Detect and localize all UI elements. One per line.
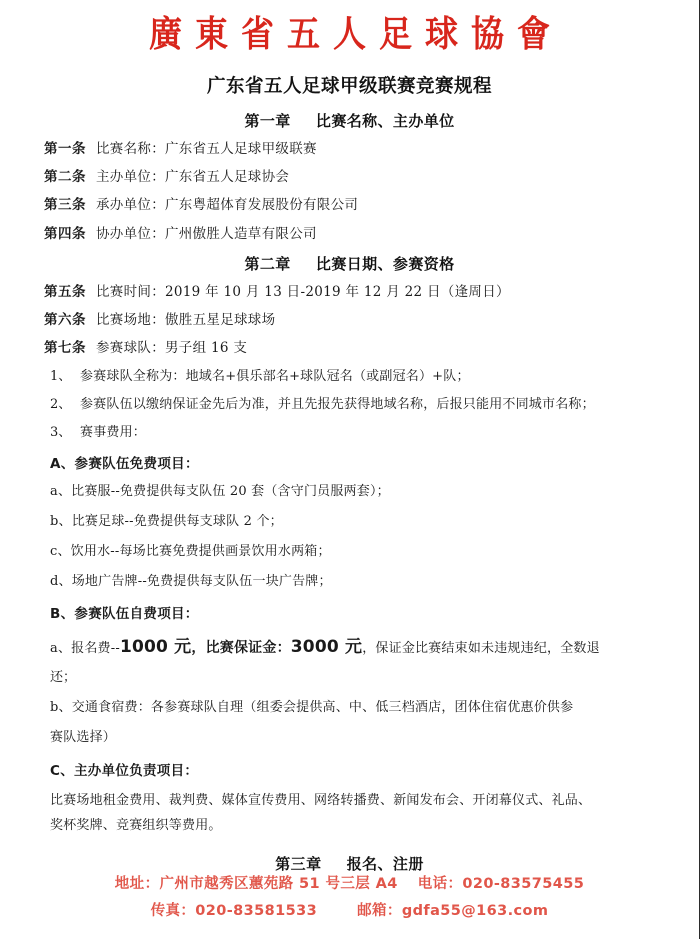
section-b-heading: B、参赛队伍自费项目： bbox=[50, 606, 199, 623]
article-item bbox=[44, 339, 655, 357]
article-item bbox=[44, 168, 655, 186]
article-item bbox=[44, 311, 655, 329]
section-a-item: a、比赛服--免费提供每支队伍 20 套（含守门员服两套）； bbox=[50, 484, 390, 500]
numbered-item bbox=[44, 396, 655, 414]
article-item bbox=[44, 140, 655, 158]
article-marker: 第二条 bbox=[44, 169, 86, 186]
article-body: 协办单位：广州傲胜人造草有限公司 bbox=[96, 225, 317, 242]
article-body: 主办单位：广东省五人足球协会 bbox=[96, 169, 290, 186]
email-label: 邮箱： bbox=[357, 903, 402, 920]
fee-suffix: ，保证金比赛结束如未违规违纪，全数退 bbox=[362, 641, 600, 657]
section-c-line: 奖杯奖牌、竞赛组织等费用。 bbox=[50, 818, 222, 834]
chapter-two-heading bbox=[44, 253, 655, 274]
phone-value: 020-83575455 bbox=[462, 876, 585, 893]
article-item bbox=[44, 225, 655, 243]
document-body bbox=[0, 60, 699, 874]
footer-line-address-phone bbox=[0, 871, 699, 898]
numbered-item bbox=[44, 368, 655, 386]
section-a-item: c、饮用水--每场比赛免费提供画景饮用水两箱； bbox=[50, 543, 331, 559]
chapter-two-number: 第二章 bbox=[244, 254, 291, 273]
chapter-one-name: 比赛名称、主办单位 bbox=[315, 112, 455, 130]
address-value: 广州市越秀区蕙苑路 51 号三层 A4 bbox=[159, 876, 398, 893]
letterhead bbox=[0, 0, 699, 60]
chapter-three-name: 报名、注册 bbox=[346, 854, 424, 873]
article-item bbox=[44, 196, 655, 214]
article-marker: 第七条 bbox=[44, 340, 86, 357]
chapter-three-number: 第三章 bbox=[275, 854, 322, 873]
phone-label: 电话： bbox=[417, 876, 463, 893]
organization-name: 廣東省五人足球協會 bbox=[149, 12, 563, 55]
article-marker: 第一条 bbox=[44, 141, 86, 157]
chapter-one-heading bbox=[44, 110, 655, 131]
article-marker: 第三条 bbox=[44, 197, 86, 214]
article-marker: 第六条 bbox=[44, 312, 86, 329]
accommodation-line-continuation: 赛队选择） bbox=[50, 729, 117, 745]
section-a-heading: A、参赛队伍免费项目： bbox=[50, 456, 199, 473]
numbered-marker: 2、 bbox=[50, 396, 72, 412]
accommodation-line: b、交通食宿费：各参赛球队自理（组委会提供高、中、低三档酒店，团体住宿优惠价供参 bbox=[50, 700, 574, 716]
numbered-item bbox=[44, 424, 655, 442]
fax-label: 传真： bbox=[150, 903, 196, 920]
deposit-amount: 3000 元 bbox=[290, 637, 363, 658]
section-a-item: d、场地广告牌--免费提供每支队伍一块广告牌； bbox=[50, 573, 332, 589]
fax-value: 020-83581533 bbox=[195, 903, 318, 920]
fee-line bbox=[44, 633, 655, 663]
fee-continuation: 还； bbox=[50, 670, 77, 686]
numbered-marker: 1、 bbox=[50, 368, 72, 384]
address-label: 地址： bbox=[114, 876, 160, 893]
article-marker: 第四条 bbox=[44, 225, 86, 242]
fee-prefix: a、报名费-- bbox=[50, 641, 120, 657]
contact-footer bbox=[0, 871, 699, 925]
article-marker: 第五条 bbox=[44, 283, 86, 300]
numbered-body: 赛事费用： bbox=[80, 424, 147, 440]
article-body: 承办单位：广东粤超体育发展股份有限公司 bbox=[96, 197, 359, 214]
registration-fee-amount: 1000 元 bbox=[119, 637, 192, 658]
deposit-label: ，比赛保证金： bbox=[191, 640, 291, 657]
article-body: 比赛场地：傲胜五星足球球场 bbox=[96, 312, 276, 329]
numbered-marker: 3、 bbox=[50, 424, 72, 440]
page-title: 广东省五人足球甲级联赛竞赛规程 bbox=[206, 76, 492, 97]
email-value: gdfa55@163.com bbox=[401, 903, 549, 920]
article-body: 参赛球队：男子组 16 支 bbox=[96, 340, 248, 357]
section-c-line: 比赛场地租金费用、裁判费、媒体宣传费用、网络转播费、新闻发布会、开闭幕仪式、礼品、 bbox=[50, 792, 592, 808]
chapter-one-number: 第一章 bbox=[244, 112, 291, 130]
section-c-heading: C、主办单位负责项目： bbox=[50, 762, 199, 779]
footer-line-fax-email bbox=[0, 898, 699, 925]
chapter-two-name: 比赛日期、参赛资格 bbox=[315, 254, 455, 273]
numbered-body: 参赛球队全称为：地域名+俱乐部名+球队冠名（或副冠名）+队； bbox=[80, 368, 470, 384]
article-body: 比赛时间：2019 年 10 月 13 日-2019 年 12 月 22 日（逢周日） bbox=[96, 283, 510, 300]
article-body: 比赛名称：广东省五人足球甲级联赛 bbox=[96, 141, 317, 157]
numbered-body: 参赛队伍以缴纳保证金先后为准，并且先报先获得地域名称，后报只能用不同城市名称； bbox=[80, 396, 595, 412]
section-a-item: b、比赛足球--免费提供每支球队 2 个； bbox=[50, 513, 283, 529]
article-item bbox=[44, 283, 655, 301]
